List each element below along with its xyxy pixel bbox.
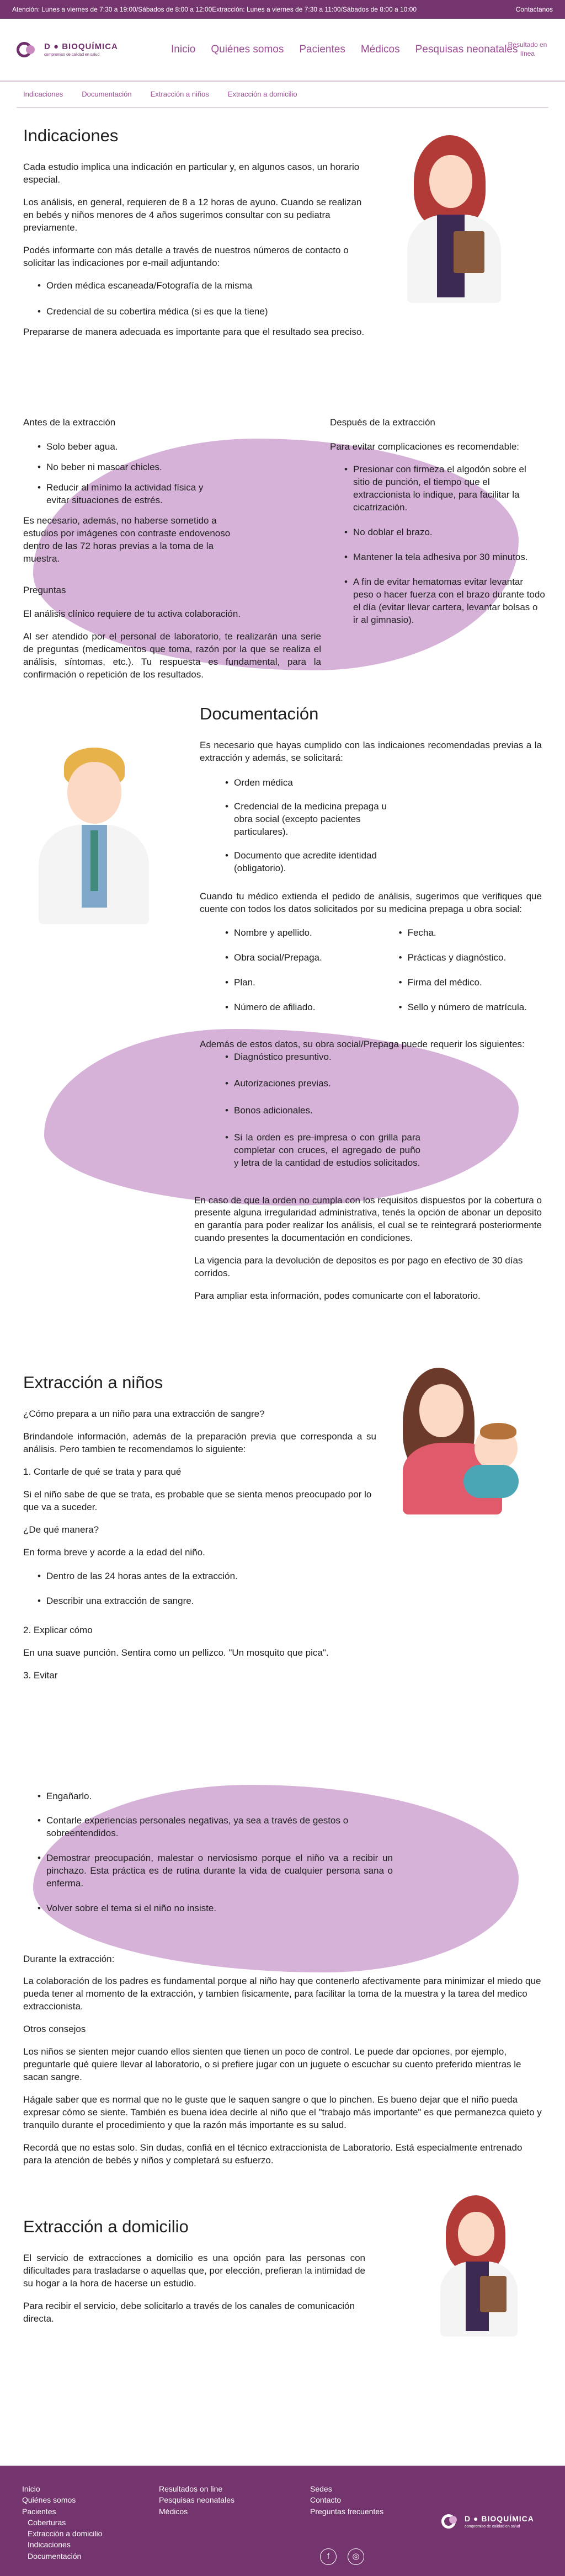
- ninos-how: ¿De qué manera?: [23, 1524, 99, 1535]
- documentacion-intro: Es necesario que hayas cumplido con las indicaiones recomendadas previas a la extracción y además, se solicitará:: [200, 740, 542, 764]
- nav-medicos[interactable]: Médicos: [360, 44, 400, 56]
- ninos-intro: Brindandole información, además de la preparación previa que corresponda a su análisis. Pero tambien te recomendamos lo siguiente:: [23, 1431, 376, 1455]
- list-item: • No beber ni mascar chicles.: [34, 461, 321, 474]
- site-footer: [0, 2466, 565, 2576]
- list-item: • Demostrar preocupación, malestar o nerviosismo porque el niño va a recibir un pinchazo. Esta práctica es de rutina durante la vida de cualquier persona sana o enferma.: [34, 1852, 393, 1890]
- list-item: • Orden médica: [222, 777, 398, 790]
- order-data-list-left: [222, 927, 396, 1022]
- list-item: • Fecha.: [396, 927, 542, 940]
- list-item: • Contarle experiencias personales negativas, ya sea a través de gestos o sobreentendidos.: [34, 1815, 393, 1840]
- list-item: • Mantener la tela adhesiva por 30 minutos.: [341, 551, 545, 564]
- footer-logo-tagline: compromiso de calidad en salud: [465, 2524, 520, 2529]
- section-extraccion-ninos: [0, 1349, 565, 2177]
- after-list: [341, 463, 545, 626]
- order-data-list-right: [396, 927, 542, 1022]
- documentacion-validity: La vigencia para la devolución de depositos es por pago en efectivo de 30 días corridos.: [194, 1255, 523, 1279]
- list-item: • Obra social/Prepaga.: [222, 952, 396, 964]
- ninos-when-list: [34, 1570, 376, 1608]
- logo-mark-icon: [441, 2513, 461, 2530]
- list-item: • Reducir al mínimo la actividad física y evitar situaciones de estrés.: [34, 482, 205, 507]
- footer-link[interactable]: Quiénes somos: [22, 2495, 76, 2505]
- mother-baby-illustration: [397, 1366, 535, 1514]
- list-item: • Número de afiliado.: [222, 1001, 396, 1014]
- required-docs-list: [222, 777, 398, 875]
- ninos-title: Extracción a niños: [23, 1372, 163, 1392]
- questions-title: Preguntas: [23, 584, 66, 595]
- footer-link[interactable]: Preguntas frecuentes: [310, 2506, 384, 2516]
- ninos-tips-express: Hágale saber que es normal que no le guste que le saquen sangre o que lo pinchen. Es bueno dejar que el niño pueda expresar cómo se siente. También es buena idea decirle al niño que el "trabajo más importante" es que permanezca quieto y tranquilo durante el procedimiento y que la razón más importante es su salud.: [23, 2094, 542, 2130]
- logo-tagline: compromiso de calidad en salud: [44, 53, 100, 57]
- hours-extraction: Extracción: Lunes a viernes de 7:30 a 11:00/Sábados de 8:00 a 10:00: [212, 5, 417, 13]
- ninos-question: ¿Cómo prepara a un niño para una extracción de sangre?: [23, 1409, 265, 1420]
- list-item: • Solo beber agua.: [34, 441, 321, 454]
- domicilio-intro: El servicio de extracciones a domicilio es una opción para las personas con dificultades para trasladarse o aquellas que, por elección, prefieran la intimidad de su hogar a la hora de hacerse un estudio.: [23, 2253, 365, 2289]
- facebook-icon[interactable]: f: [320, 2548, 337, 2565]
- section-documentacion: [0, 687, 565, 1349]
- indicaciones-intro: Cada estudio implica una indicación en particular y, en algunos casos, un horario especial.: [23, 162, 360, 185]
- footer-link[interactable]: Pesquisas neonatales: [159, 2495, 234, 2505]
- domicilio-request: Para recibir el servicio, debe solicitarlo a través de los canales de comunicación directa.: [23, 2301, 355, 2324]
- list-item: • Dentro de las 24 horas antes de la extracción.: [34, 1570, 376, 1583]
- list-item: • Documento que acredite identidad (obligatorio).: [222, 850, 398, 875]
- list-item: • Credencial de su cobertira médica (si es que la tiene): [34, 306, 365, 318]
- ninos-step3-title: 3. Evitar: [23, 1670, 58, 1681]
- footer-link[interactable]: Indicaciones: [28, 2540, 71, 2550]
- logo-name: D ● BIOQUÍMICA: [44, 42, 118, 52]
- documentacion-deposit: En caso de que la orden no cumpla con los requisitos dispuestos por la cobertura o presente alguna irregularidad administrativa, tenés la opción de abonar un deposito en garantía para poder realizar los análisis, el cual se te reintegrará posteriormente cuando presentes la documentación en condiciones.: [194, 1194, 542, 1244]
- link-indicaciones[interactable]: Indicaciones: [23, 90, 63, 98]
- doctor-man-illustration: [33, 748, 154, 924]
- domicilio-title: Extracción a domicilio: [23, 2216, 189, 2236]
- after-title: Después de la extracción: [330, 417, 435, 428]
- documentacion-title: Documentación: [200, 703, 319, 723]
- logo-mark-icon: [17, 40, 41, 60]
- ninos-during-text: La colaboración de los padres es fundamental porque al niño hay que contenerlo afectivamente para minimizar el miedo que pueda tener al momento de la extracción, y tambien fisicamente, para facilitar la toma de la muestra y la tarea del medico extraccionista.: [23, 1976, 541, 2012]
- nav-pesquisas[interactable]: Pesquisas neonatales: [415, 44, 518, 56]
- site-header: [0, 19, 565, 81]
- doctor-woman-illustration: [401, 132, 511, 303]
- link-extraccion-ninos[interactable]: Extracción a niños: [150, 90, 209, 98]
- ninos-how-text: En forma breve y acorde a la edad del niño.: [23, 1546, 205, 1558]
- list-item: • Firma del médico.: [396, 977, 542, 989]
- list-item: • Prácticas y diagnóstico.: [396, 952, 542, 964]
- before-note: Es necesario, además, no haberse sometido a estudios por imágenes con contraste endovenoso dentro de las 72 horas previas a la toma de la muestra.: [23, 515, 231, 564]
- contact-link[interactable]: Contactanos: [515, 5, 553, 13]
- ninos-during-title: Durante la extracción:: [23, 1953, 115, 1964]
- instagram-icon[interactable]: ◎: [348, 2548, 364, 2565]
- footer-link[interactable]: Documentación: [28, 2551, 82, 2561]
- list-item: • Plan.: [222, 977, 396, 989]
- indicaciones-title: Indicaciones: [23, 125, 119, 145]
- ninos-step1-text: Si el niño sabe de que se trata, es probable que se sienta menos preocupado por lo que va a suceder.: [23, 1489, 372, 1513]
- footer-logo-name: D ● BIOQUÍMICA: [465, 2514, 534, 2523]
- list-item: • Bonos adicionales.: [222, 1105, 420, 1117]
- list-item: • Si la orden es pre-impresa o con grilla para completar con cruces, el agregado de puño y letra de la cantidad de estudios solicitados.: [222, 1132, 420, 1170]
- footer-link[interactable]: Sedes: [310, 2484, 332, 2493]
- footer-link[interactable]: Inicio: [22, 2484, 40, 2493]
- footer-link[interactable]: Extracción a domicilio: [28, 2529, 103, 2538]
- footer-link[interactable]: Médicos: [159, 2506, 188, 2516]
- top-info-bar: [0, 0, 565, 19]
- nav-quienes-somos[interactable]: Quiénes somos: [211, 44, 284, 56]
- indicaciones-prepare: Prepararse de manera adecuada es importante para que el resultado sea preciso.: [23, 326, 365, 337]
- link-extraccion-domicilio[interactable]: Extracción a domicilio: [227, 90, 297, 98]
- ninos-step2-title: 2. Explicar cómo: [23, 1624, 93, 1635]
- ninos-step2-text: En una suave punción. Sentira como un pellizco. "Un mosquito que pica".: [23, 1647, 329, 1658]
- after-intro: Para evitar complicaciones es recomendable:: [330, 441, 520, 452]
- extra-requirements-list: [222, 1051, 420, 1170]
- footer-col-contact: [310, 2483, 383, 2517]
- results-online-button[interactable]: Resultado en línea: [508, 41, 547, 57]
- list-item: • A fin de evitar hematomas evitar levantar peso o hacer fuerza con el brazo durante todo el día (evitar llevar cartera, levantar bolsas o ir al gimnasio).: [341, 576, 545, 627]
- list-item: • Nombre y apellido.: [222, 927, 396, 940]
- footer-col-main: [22, 2483, 102, 2562]
- ninos-tips-control: Los niños se sienten mejor cuando ellos sienten que tienen un poco de control. Le puede dar opciones, por ejemplo, preguntarle qué quiere llevar al laboratorio, o si prefiere jugar con un juguete o escuchar su cuento preferido mientras le sacan sangre.: [23, 2046, 521, 2083]
- documentacion-verify: Cuando tu médico extienda el pedido de análisis, sugerimos que verifiques que cuente con todos los datos solicitados por su medicina prepaga u obra social:: [200, 890, 542, 914]
- logo[interactable]: [17, 40, 149, 60]
- list-item: • Volver sobre el tema si el niño no insiste.: [34, 1902, 393, 1915]
- documentacion-extra: Además de estos datos, su obra social/Prepaga puede requerir los siguientes:: [200, 1038, 525, 1049]
- before-list: [34, 441, 321, 507]
- nav-pacientes[interactable]: Pacientes: [299, 44, 345, 56]
- nav-inicio[interactable]: Inicio: [171, 44, 196, 56]
- ninos-step1-title: 1. Contarle de qué se trata y para qué: [23, 1466, 182, 1478]
- link-documentacion[interactable]: Documentación: [82, 90, 132, 98]
- indicaciones-contact: Podés informarte con más detalle a través de nuestros números de contacto o solicitar las indicaciones por e-mail adjuntando:: [23, 245, 349, 269]
- list-item: • Autorizaciones previas.: [222, 1078, 420, 1090]
- ninos-avoid-list: [34, 1790, 393, 1916]
- footer-link[interactable]: Resultados on line: [159, 2484, 223, 2493]
- section-indicaciones: [0, 108, 565, 687]
- documentacion-contact: Para ampliar esta información, podes comunicarte con el laboratorio.: [194, 1290, 481, 1302]
- footer-logo[interactable]: [441, 2513, 534, 2530]
- doctor-woman-illustration: [436, 2193, 524, 2337]
- footer-link[interactable]: Coberturas: [28, 2518, 66, 2527]
- indicaciones-ayuno: Los análisis, en general, requieren de 8 a 12 horas de ayuno. Cuando se realizan en bebés y niños menores de 4 años sugerimos consultar con su pediatra previamente.: [23, 197, 362, 233]
- footer-link[interactable]: Contacto: [310, 2495, 342, 2505]
- main-nav: [171, 42, 518, 57]
- section-links: [0, 82, 565, 107]
- ninos-tips-title: Otros consejos: [23, 2024, 86, 2035]
- list-item: • Describir una extracción de sangre.: [34, 1595, 376, 1608]
- required-items-list: [34, 280, 365, 318]
- list-item: • Sello y número de matrícula.: [396, 1001, 542, 1014]
- list-item: • No doblar el brazo.: [341, 526, 545, 539]
- list-item: • Engañarlo.: [34, 1790, 393, 1803]
- section-extraccion-domicilio: [0, 2177, 565, 2425]
- list-item: • Credencial de la medicina prepaga u obra social (excepto pacientes particulares).: [222, 801, 398, 839]
- hours-attention: Atención: Lunes a viernes de 7:30 a 19:00/Sábados de 8:00 a 12:00: [12, 5, 212, 13]
- before-title: Antes de la extracción: [23, 417, 116, 428]
- questions-intro: El análisis clínico requiere de tu activa colaboración.: [23, 608, 241, 619]
- footer-col-results: [159, 2483, 234, 2517]
- list-item: • Presionar con firmeza el algodón sobre el sitio de punción, el tiempo que el extraccionista lo indique, para facilitar la cicatrización.: [341, 463, 545, 514]
- list-item: • Orden médica escaneada/Fotografía de la misma: [34, 280, 365, 292]
- footer-link[interactable]: Pacientes: [22, 2506, 56, 2516]
- ninos-tips-trust: Recordá que no estas solo. Sin dudas, confiá en el técnico extraccionista de Laboratorio. Está especialmente entrenado para la atención de bebés y niños y completará su esfuerzo.: [23, 2142, 523, 2166]
- list-item: • Diagnóstico presuntivo.: [222, 1051, 420, 1064]
- questions-detail: Al ser atendido por el personal de laboratorio, te realizarán una serie de preguntas (medicamentos que toma, razón por la que se realiza el análisis, síntomas, etc.). Tu respuesta es fundamental, para la confirmación o repetición de los resultados.: [23, 631, 321, 680]
